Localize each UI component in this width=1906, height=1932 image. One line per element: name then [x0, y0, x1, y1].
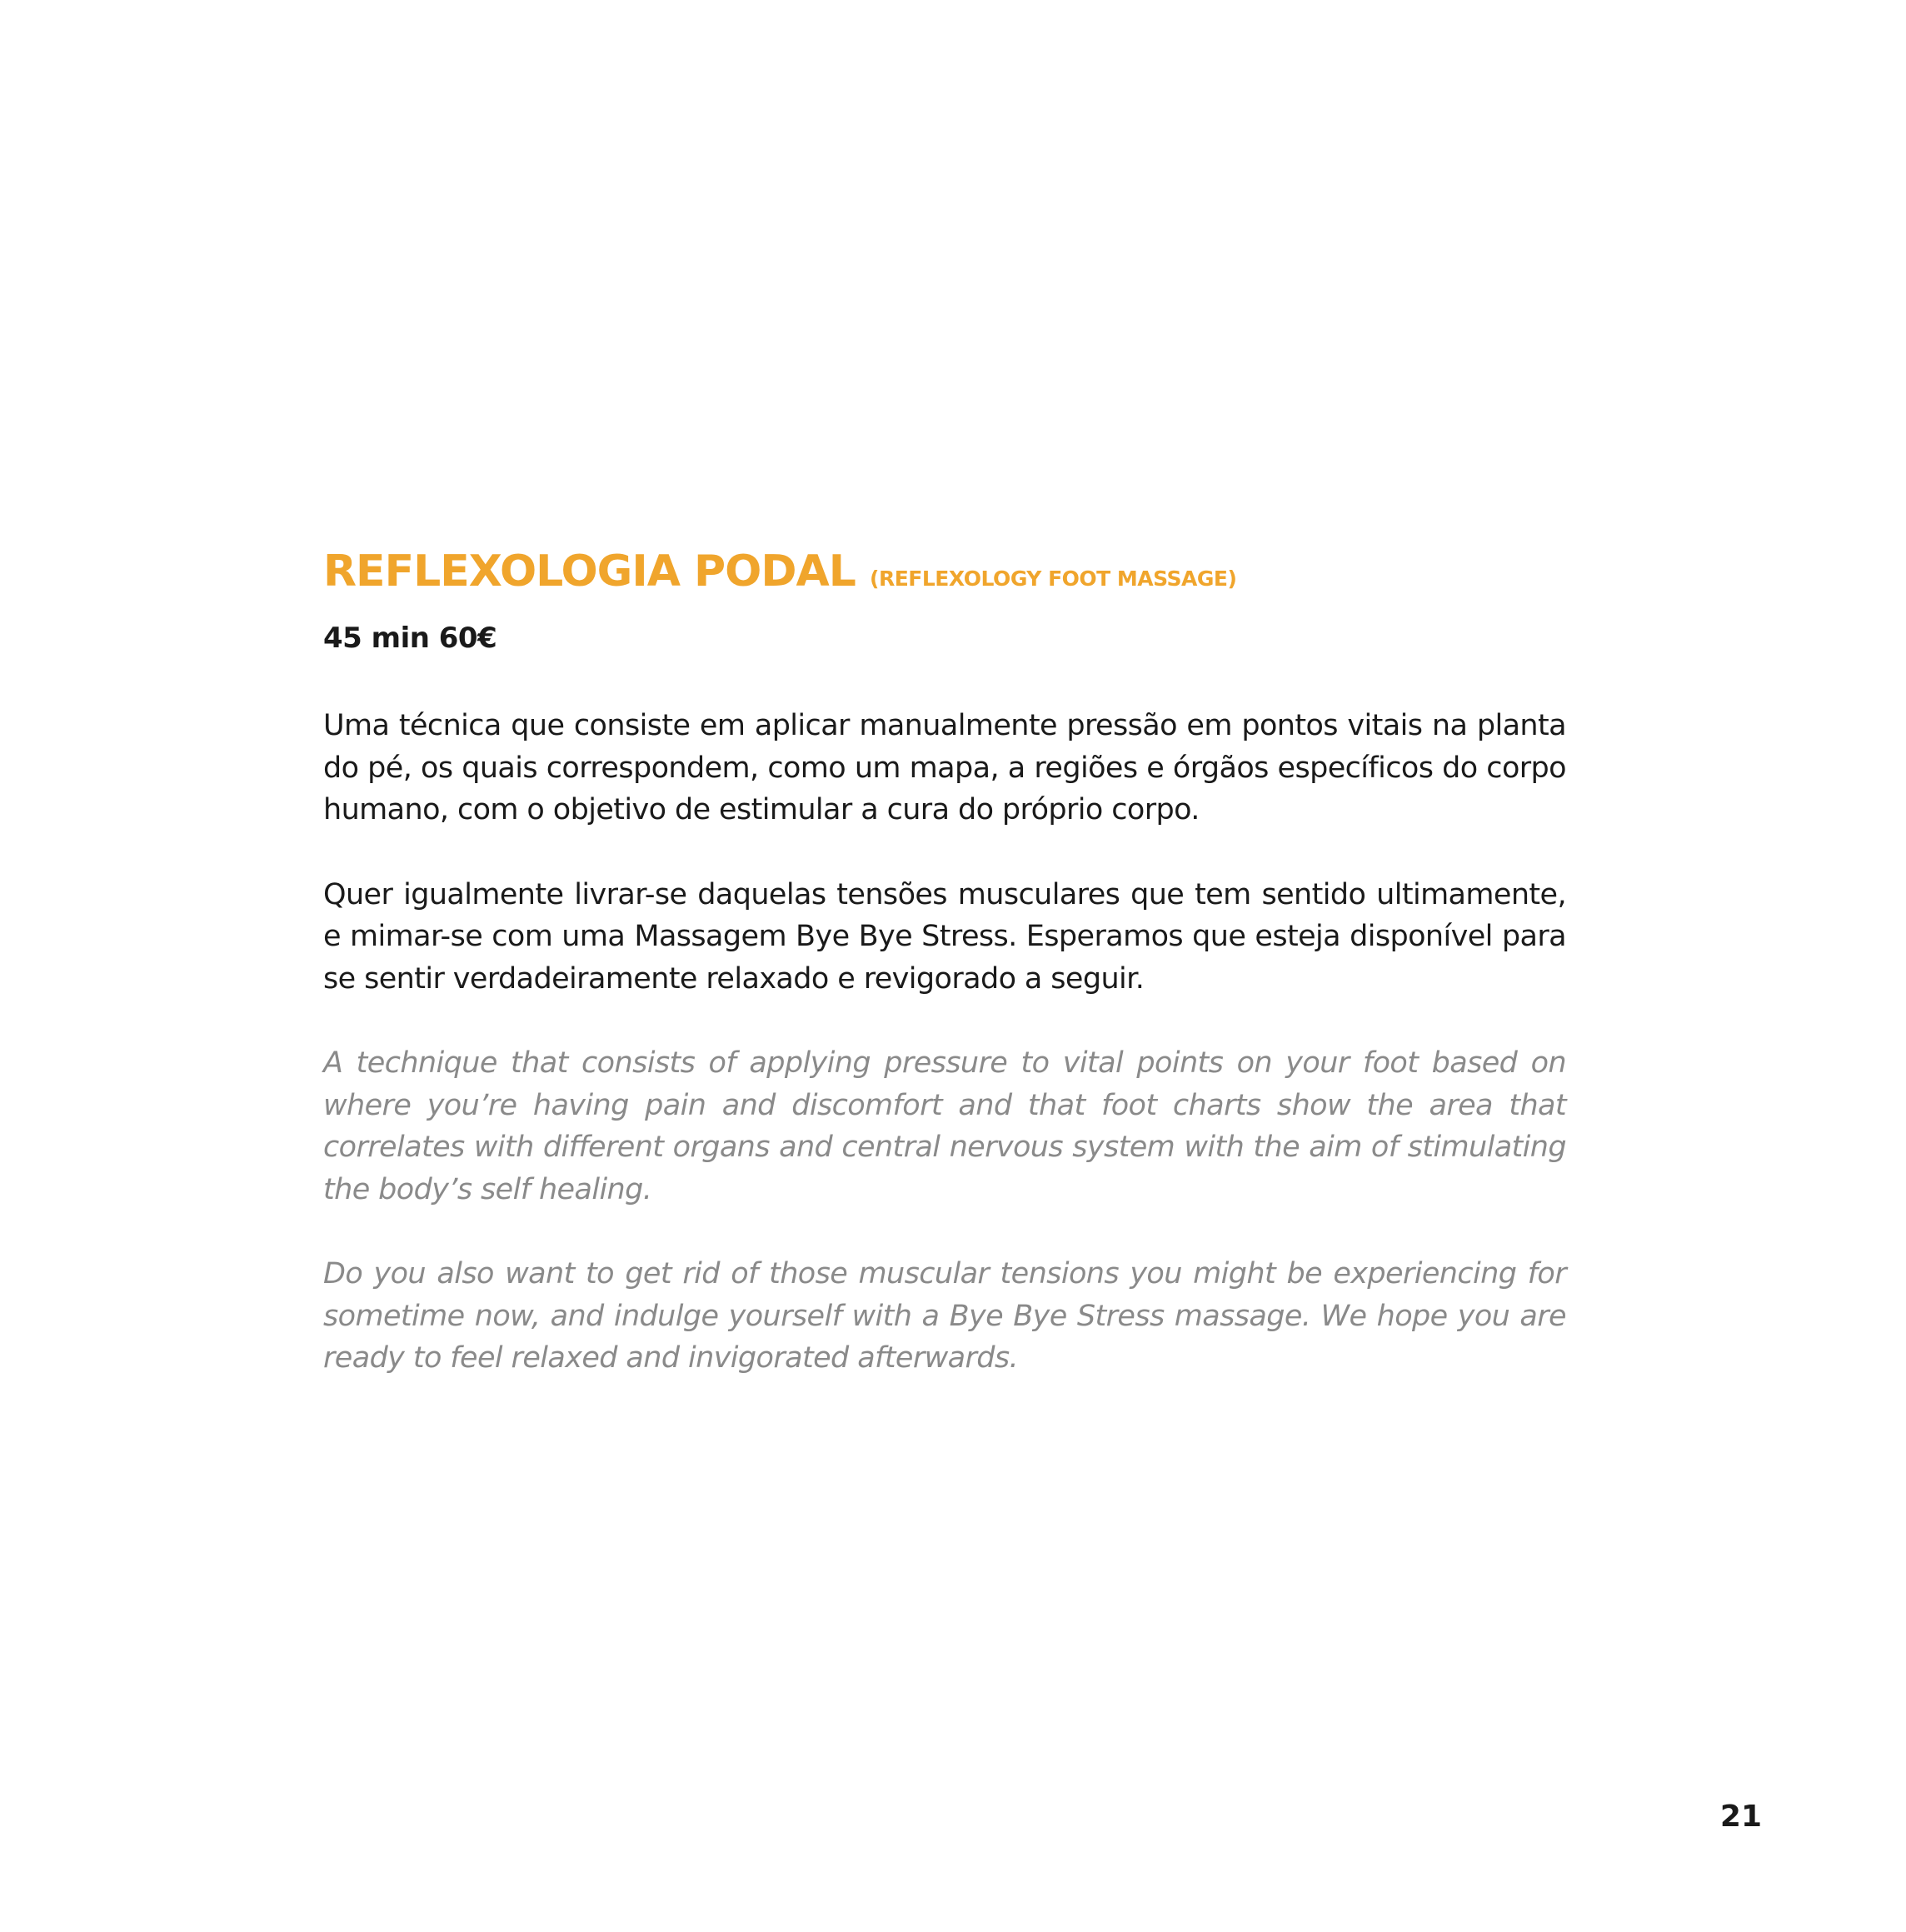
- treatment-price: 45 min 60€: [323, 622, 497, 655]
- treatment-heading: [323, 547, 1566, 597]
- treatment-subtitle: (REFLEXOLOGY FOOT MASSAGE): [870, 567, 1237, 591]
- description-pt-1: Uma técnica que consiste em aplicar manualmente pressão em pontos vitais na planta do pé, os quais correspondem, como um mapa, a regiões e órgãos específicos do corpo humano, com o objetivo de estimular a cura do próprio corpo.: [323, 709, 1566, 826]
- description-pt-2: Quer igualmente livrar-se daquelas tensões musculares que tem sentido ultimamente, e mimar-se com uma Massagem Bye Bye Stress. Esperamos que esteja disponível para se sentir verdadeiramente relaxado e revigorado a seguir.: [323, 877, 1566, 996]
- treatment-section: [323, 547, 1566, 1380]
- treatment-title: REFLEXOLOGIA PODAL: [323, 547, 856, 597]
- page-number: 21: [1719, 1800, 1762, 1834]
- description-en-2: Do you also want to get rid of those muscular tensions you might be experiencing for sometime now, and indulge yourself with a Bye Bye Stress massage. We hope you are ready to feel relaxed and invigorated afterwards.: [323, 1257, 1566, 1375]
- description-en-1: A technique that consists of applying pressure to vital points on your foot based on where you’re having pain and discomfort and that foot charts show the area that correlates with different organs and central nervous system with the aim of stimulating the body’s self healing.: [323, 1046, 1566, 1206]
